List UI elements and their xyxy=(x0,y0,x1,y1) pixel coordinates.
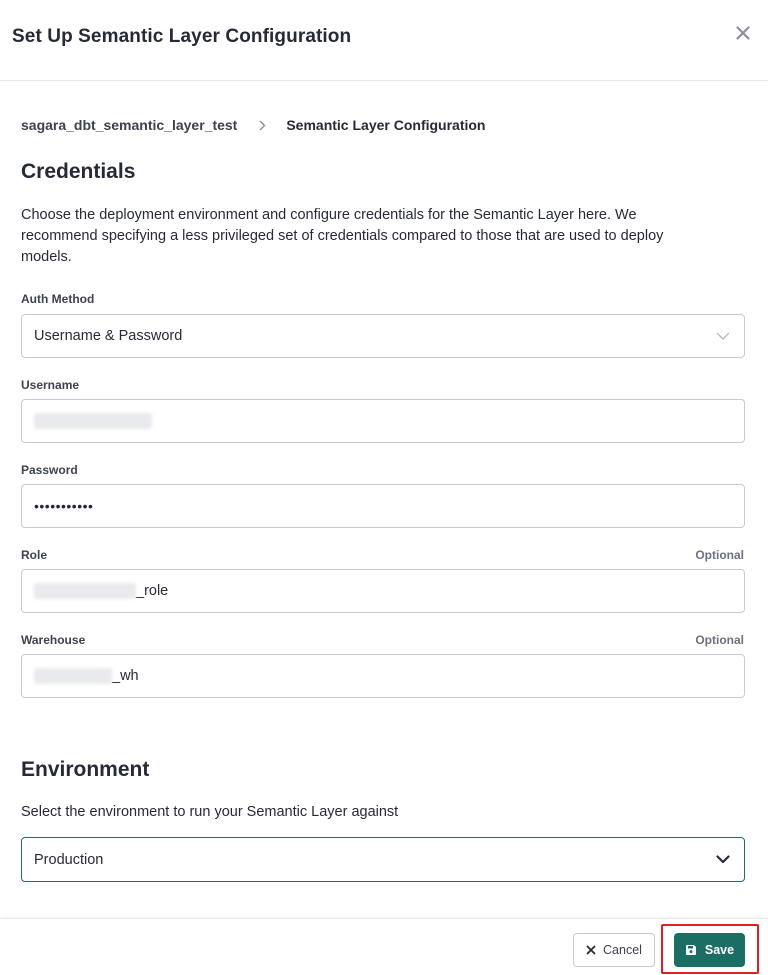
chevron-down-icon xyxy=(716,315,730,357)
credentials-description xyxy=(21,205,663,268)
close-icon xyxy=(736,26,750,40)
role-suffix: _role xyxy=(136,583,169,599)
warehouse-optional-tag: Optional xyxy=(695,633,744,647)
credentials-heading: Credentials xyxy=(21,160,136,183)
role-optional-tag: Optional xyxy=(695,548,744,562)
credentials-description-line: recommend specifying a less privileged set of credentials compared to those that are used to deploy xyxy=(21,228,664,244)
save-label: Save xyxy=(704,943,735,957)
auth-method-label: Auth Method xyxy=(21,292,95,306)
warehouse-label: Warehouse xyxy=(21,633,86,647)
environment-select[interactable] xyxy=(21,837,745,882)
credentials-description-line: Choose the deployment environment and configure credentials for the Semantic Layer here. We xyxy=(21,207,637,223)
username-redacted xyxy=(34,413,152,429)
close-button[interactable] xyxy=(730,20,756,46)
cancel-label: Cancel xyxy=(603,943,642,957)
modal-title: Set Up Semantic Layer Configuration xyxy=(12,26,352,47)
breadcrumb-parent[interactable]: sagara_dbt_semantic_layer_test xyxy=(21,117,238,133)
username-label: Username xyxy=(21,378,80,392)
warehouse-input[interactable] xyxy=(21,654,745,698)
environment-heading: Environment xyxy=(21,758,150,781)
role-input[interactable] xyxy=(21,569,745,613)
password-label: Password xyxy=(21,463,78,477)
modal-header xyxy=(0,0,768,81)
environment-value: Production xyxy=(34,851,104,868)
password-input[interactable] xyxy=(21,484,745,528)
auth-method-select[interactable] xyxy=(21,314,745,358)
close-icon xyxy=(586,945,596,955)
save-button[interactable] xyxy=(674,933,745,967)
password-value: ••••••••••• xyxy=(34,498,94,514)
credentials-description-line: models. xyxy=(21,249,72,265)
role-label: Role xyxy=(21,548,48,562)
cancel-button[interactable] xyxy=(573,933,655,967)
save-icon xyxy=(685,944,697,956)
environment-description: Select the environment to run your Semantic Layer against xyxy=(21,804,399,820)
warehouse-suffix: _wh xyxy=(112,668,139,684)
chevron-down-icon xyxy=(716,838,730,881)
auth-method-value: Username & Password xyxy=(34,328,183,344)
breadcrumb xyxy=(21,117,486,133)
warehouse-redacted xyxy=(34,668,112,684)
chevron-right-icon xyxy=(259,120,266,131)
breadcrumb-current: Semantic Layer Configuration xyxy=(286,117,486,133)
username-input[interactable] xyxy=(21,399,745,443)
modal-footer xyxy=(0,918,768,975)
role-redacted xyxy=(34,583,136,599)
